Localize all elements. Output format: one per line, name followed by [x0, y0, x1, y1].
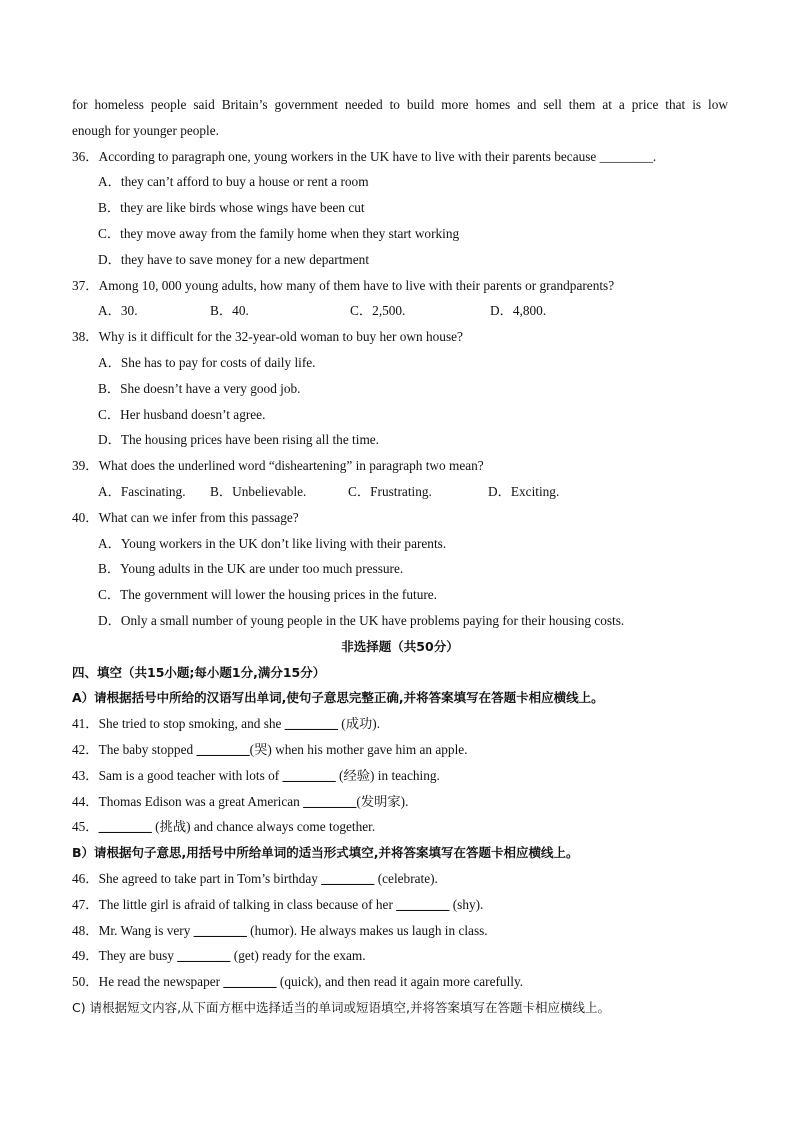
answer-blank: ________: [223, 974, 277, 990]
answer-option: C．2,500.: [350, 303, 406, 319]
fill-item: 44．Thomas Edison was a great American ________(发明家).: [72, 793, 409, 809]
part-b-instruction: B）请根据句子意思,用括号中所给单词的适当形式填空,并将答案填写在答题卡相应横线上。: [72, 845, 579, 861]
question-stem: 39．What does the underlined word “disheartening” in paragraph two mean?: [72, 458, 484, 474]
fill-item: 47．The little girl is afraid of talking in class because of her ________ (shy).: [72, 896, 484, 912]
answer-blank: ________: [303, 793, 357, 809]
answer-option: D．they have to save money for a new department: [98, 251, 370, 267]
answer-options-row: [72, 298, 728, 324]
part-a-instruction: A）请根据括号中所给的汉语写出单词,使句子意思完整正确,并将答案填写在答题卡相应横线上。: [72, 690, 604, 706]
answer-option: D．The housing prices have been rising all the time.: [98, 432, 380, 448]
question-stem: 36．According to paragraph one, young workers in the UK have to live with their parents because ________.: [72, 148, 657, 164]
answer-blank: ________: [177, 948, 231, 964]
answer-option: B．40.: [210, 303, 249, 319]
fill-item: 45．________ (挑战) and chance always come together.: [72, 819, 376, 835]
section-title: 非选择题（共50分）: [341, 638, 459, 654]
answer-option: D．4,800.: [490, 303, 547, 319]
answer-option: C．they move away from the family home when they start working: [98, 225, 460, 241]
answer-option: A．they can’t afford to buy a house or rent a room: [98, 174, 369, 190]
answer-option: A．Fascinating.: [98, 483, 186, 499]
fill-item: 41．She tried to stop smoking, and she ________ (成功).: [72, 716, 381, 732]
answer-blank: ________: [282, 767, 336, 783]
fill-item: 49．They are busy ________ (get) ready for the exam.: [72, 948, 366, 964]
fill-item: 50．He read the newspaper ________ (quick), and then read it again more carefully.: [72, 974, 524, 990]
answer-option: D．Exciting.: [488, 483, 560, 499]
answer-option: C．The government will lower the housing prices in the future.: [98, 587, 437, 603]
answer-blank: ________: [193, 922, 247, 938]
answer-option: C．Frustrating.: [348, 483, 432, 499]
answer-option: C．Her husband doesn’t agree.: [98, 406, 266, 422]
answer-option: A．30.: [98, 303, 138, 319]
intro-line: enough for younger people.: [72, 122, 219, 138]
answer-option: D．Only a small number of young people in the UK have problems paying for their housing costs.: [98, 612, 625, 628]
fill-item: 48．Mr. Wang is very ________ (humor). He always makes us laugh in class.: [72, 922, 488, 938]
part-title: 四、填空（共15小题;每小题1分,满分15分）: [72, 664, 326, 680]
answer-blank: ________: [196, 741, 250, 757]
part-c-instruction: C) 请根据短文内容,从下面方框中选择适当的单词或短语填空,并将答案填写在答题卡相应横线上。: [72, 999, 611, 1015]
fill-item: 43．Sam is a good teacher with lots of ________ (经验) in teaching.: [72, 767, 440, 783]
answer-option: B．they are like birds whose wings have been cut: [98, 200, 365, 216]
answer-option: B．Unbelievable.: [210, 483, 307, 499]
answer-blank: ________: [321, 870, 375, 886]
question-stem: 38．Why is it difficult for the 32-year-old woman to buy her own house?: [72, 329, 463, 345]
answer-option: B．She doesn’t have a very good job.: [98, 380, 301, 396]
answer-options-row: [72, 479, 728, 505]
answer-blank: ________: [98, 819, 152, 835]
answer-option: B．Young adults in the UK are under too much pressure.: [98, 561, 404, 577]
answer-blank: ________: [284, 716, 338, 732]
page-content: [72, 92, 728, 1021]
answer-option: A．She has to pay for costs of daily life.: [98, 354, 316, 370]
fill-item: 46．She agreed to take part in Tom’s birthday ________ (celebrate).: [72, 870, 438, 886]
intro-line: for homeless people said Britain’s government needed to build more homes and sell them at a price that is low: [72, 97, 728, 112]
answer-blank: ________: [396, 896, 450, 912]
question-stem: 40．What can we infer from this passage?: [72, 509, 299, 525]
answer-option: A．Young workers in the UK don’t like living with their parents.: [98, 535, 447, 551]
fill-item: 42．The baby stopped ________(哭) when his mother gave him an apple.: [72, 741, 468, 757]
question-stem: 37．Among 10, 000 young adults, how many of them have to live with their parents or grandparents?: [72, 277, 615, 293]
